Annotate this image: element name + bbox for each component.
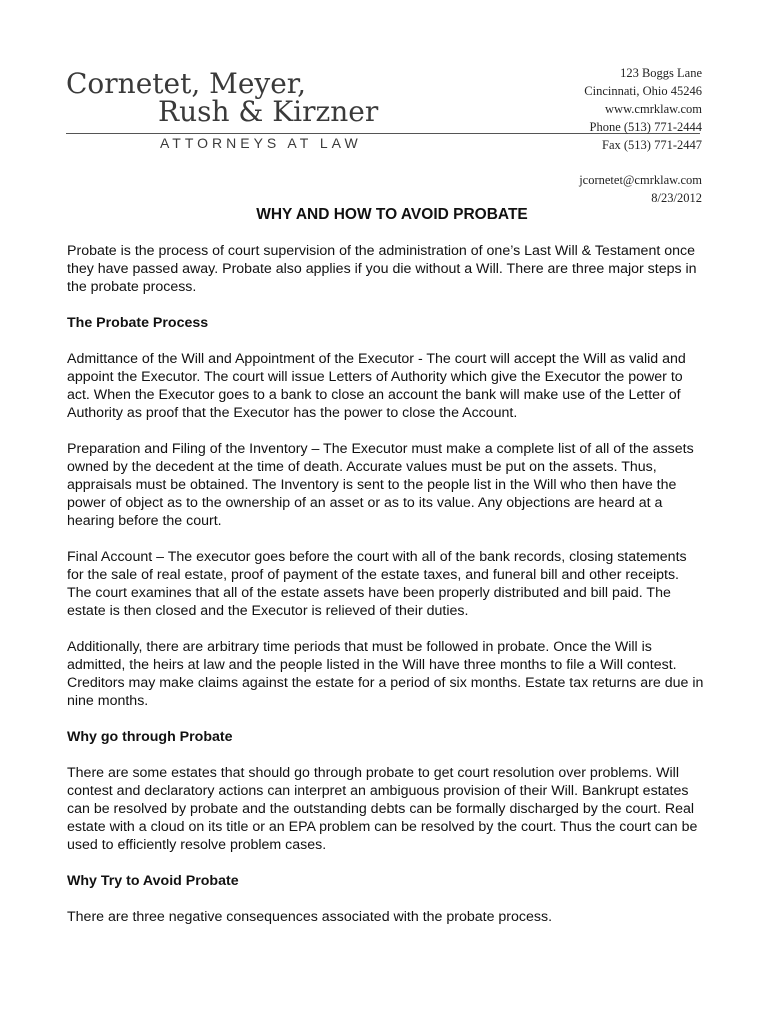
- firm-name-line2: Rush & Kirzner: [158, 95, 379, 128]
- city: Cincinnati, Ohio 45246: [584, 84, 702, 98]
- intro-paragraph: Probate is the process of court supervision of the administration of one’s Last Will & Testament once they have passed away. Probate also applies if you die without a Will. There are three major steps in the probate process.: [67, 243, 697, 295]
- why-probate-paragraph: There are some estates that should go through probate to get court resolution over problems. Will contest and declaratory actions can interpret an ambiguous provision of their Will. Bankrupt estates can be resolved by probate and the outstanding debts can be formally discharged by the court. Real estate with a cloud on its title or an EPA problem can be resolved by the court. Thus the court can be used to efficiently resolve problem cases.: [67, 765, 698, 853]
- fax: Fax (513) 771-2447: [602, 138, 702, 152]
- avoid-probate-paragraph: There are three negative consequences associated with the probate process.: [67, 909, 553, 925]
- document-body: [67, 206, 707, 944]
- document-title: WHY AND HOW TO AVOID PROBATE: [256, 206, 528, 223]
- step-admittance-paragraph: Admittance of the Will and Appointment of the Executor - The court will accept the Will as valid and appoint the Executor. The court will issue Letters of Authority which give the Executor the power to act. When the Executor goes to a bank to close an account the bank will make use of the Letter of Authority as proof that the Executor has the power to close the Account.: [67, 351, 686, 421]
- contact-block: [584, 64, 702, 154]
- email-link[interactable]: jcornetet@cmrklaw.com: [579, 173, 702, 187]
- document-date: 8/23/2012: [651, 191, 702, 205]
- address: 123 Boggs Lane: [620, 66, 702, 80]
- time-periods-paragraph: Additionally, there are arbitrary time periods that must be followed in probate. Once the Will is admitted, the heirs at law and the people listed in the Will have three months to file a Will contest. Creditors may make claims against the estate for a period of six months. Estate tax returns are due in nine months.: [67, 639, 704, 709]
- firm-tagline: ATTORNEYS AT LAW: [160, 135, 362, 151]
- section-heading-why-probate: Why go through Probate: [67, 729, 233, 745]
- phone: Phone (513) 771-2444: [589, 120, 702, 134]
- step-final-account-paragraph: Final Account – The executor goes before the court with all of the bank records, closing statements for the sale of real estate, proof of payment of the estate taxes, and funeral bill and other receipts. The court examines that all of the estate assets have been properly distributed and bill paid. The estate is then closed and the Executor is relieved of their duties.: [67, 549, 687, 619]
- step-inventory-paragraph: Preparation and Filing of the Inventory – The Executor must make a complete list of all of the assets owned by the decedent at the time of death. Accurate values must be put on the assets. Thus, appraisals must be obtained. The Inventory is sent to the people list in the Will who then have the power of object as to the ownership of an asset or as to its value. Any objections are heard at a hearing before the court.: [67, 441, 694, 529]
- website-link[interactable]: www.cmrklaw.com: [605, 102, 702, 116]
- author-meta: [579, 171, 702, 207]
- firm-logo: [66, 67, 379, 128]
- section-heading-avoid-probate: Why Try to Avoid Probate: [67, 873, 239, 889]
- section-heading-probate-process: The Probate Process: [67, 315, 209, 331]
- firm-name-line1: Cornetet, Meyer,: [66, 67, 306, 100]
